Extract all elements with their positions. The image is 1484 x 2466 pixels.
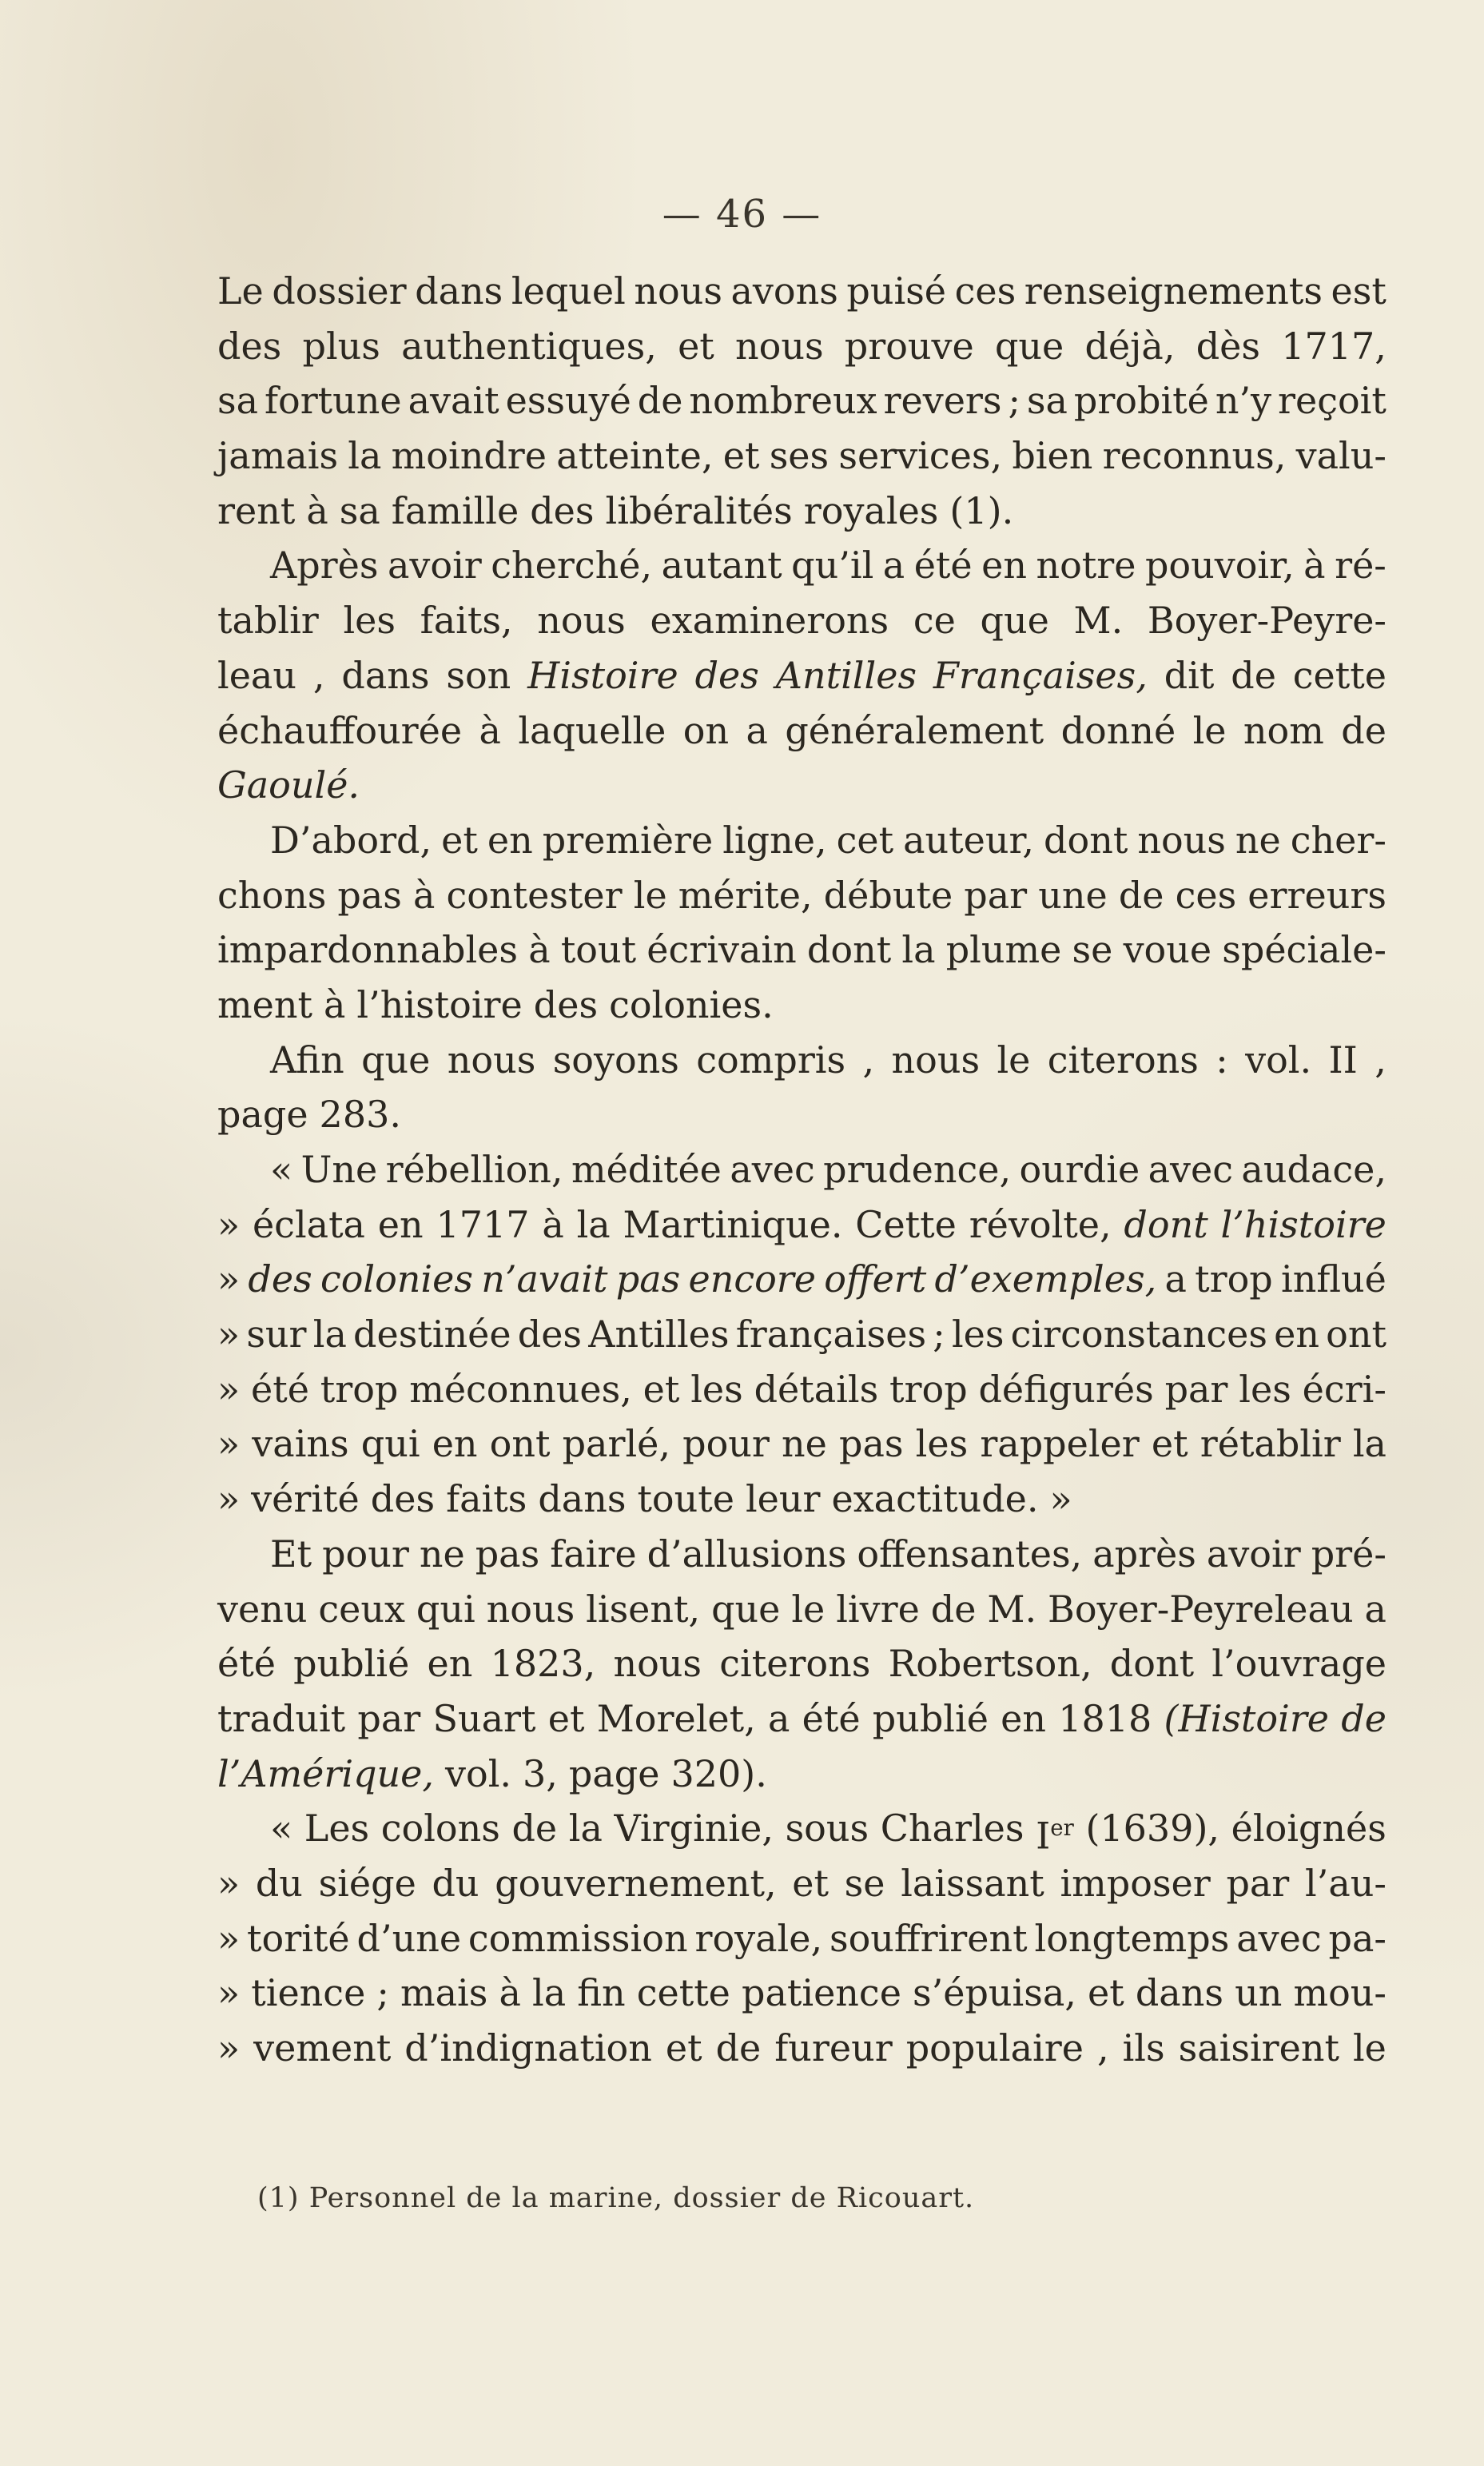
text-line: des plus authentiques, et nous prouve que déjà, dès 1717, (217, 324, 1387, 368)
text-line: leau , dans son Histoire des Antilles Françaises, dit de cette (217, 653, 1387, 697)
text-line: jamais la moindre atteinte, et ses services, bien reconnus, valu- (217, 434, 1387, 478)
text-line: échauffourée à laquelle on a généralement donné le nom de (217, 708, 1387, 752)
text-line: tablir les faits, nous examinerons ce que M. Boyer-Peyre- (217, 599, 1387, 643)
text-line: rent à sa famille des libéralités royales (1). (217, 488, 1014, 532)
footnote: (1) Personnel de la marine, dossier de Ricouart. (257, 2182, 975, 2214)
text-line: » des colonies n’avait pas encore offert d’exemples, a trop influé (217, 1257, 1387, 1301)
text-line: chons pas à contester le mérite, débute par une de ces erreurs (217, 873, 1387, 917)
text-line: » vains qui en ont parlé, pour ne pas les rappeler et rétablir la (217, 1422, 1387, 1466)
text-line: » torité d’une commission royale, souffrirent longtemps avec pa- (217, 1916, 1387, 1960)
text-line: D’abord, et en première ligne, cet auteur, dont nous ne cher- (270, 818, 1387, 862)
text-line: » du siége du gouvernement, et se laissant imposer par l’au- (217, 1861, 1387, 1905)
text-line: Après avoir cherché, autant qu’il a été en notre pouvoir, à ré- (270, 544, 1387, 588)
text-line: Le dossier dans lequel nous avons puisé ces renseignements est (217, 269, 1387, 313)
page-number: — 46 — (662, 192, 822, 237)
text-line: impardonnables à tout écrivain dont la plume se voue spéciale- (217, 928, 1387, 972)
text-line: » éclata en 1717 à la Martinique. Cette révolte, dont l’histoire (217, 1202, 1387, 1246)
text-line: Et pour ne pas faire d’allusions offensantes, après avoir pré- (270, 1532, 1387, 1576)
text-line: » vement d’indignation et de fureur populaire , ils saisirent le (217, 2026, 1387, 2070)
text-line: » sur la destinée des Antilles françaises ; les circonstances en ont (217, 1313, 1387, 1356)
text-line: traduit par Suart et Morelet, a été publié en 1818 (Histoire de (217, 1696, 1387, 1740)
text-line: » tience ; mais à la fin cette patience s’épuisa, et dans un mou- (217, 1971, 1387, 2015)
text-line: » vérité des faits dans toute leur exactitude. » (217, 1477, 1072, 1521)
text-line: Afin que nous soyons compris , nous le citerons : vol. II , (270, 1038, 1387, 1082)
text-line: » été trop méconnues, et les détails trop défigurés par les écri- (217, 1367, 1387, 1411)
text-line: venu ceux qui nous lisent, que le livre de M. Boyer-Peyreleau a (217, 1587, 1387, 1631)
text-line: l’Amérique, vol. 3, page 320). (217, 1751, 767, 1795)
text-line: Gaoulé. (217, 763, 360, 807)
body-text (217, 264, 1387, 2076)
text-line: été publié en 1823, nous citerons Robertson, dont l’ouvrage (217, 1642, 1387, 1686)
text-line: « Les colons de la Virginie, sous Charles Ier (1639), éloignés (270, 1807, 1387, 1858)
text-line: « Une rébellion, méditée avec prudence, ourdie avec audace, (270, 1148, 1387, 1191)
text-line: page 283. (217, 1093, 401, 1137)
text-line: ment à l’histoire des colonies. (217, 982, 774, 1026)
text-line: sa fortune avait essuyé de nombreux revers ; sa probité n’y reçoit (217, 379, 1387, 423)
